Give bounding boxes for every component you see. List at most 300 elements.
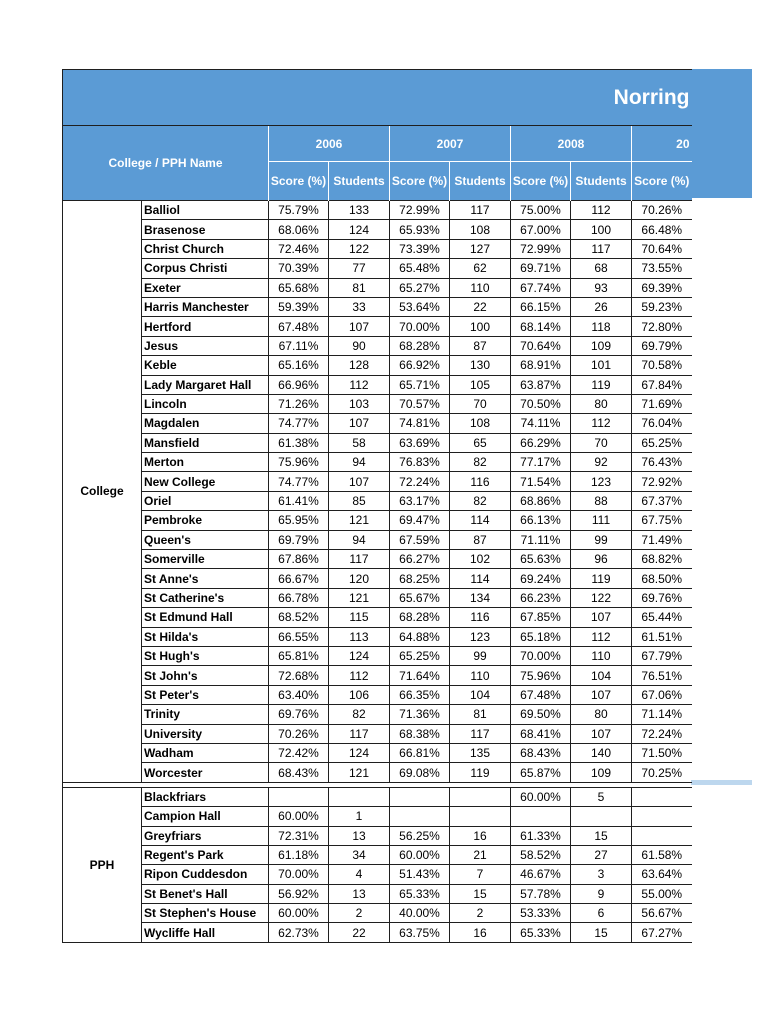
score-cell: 66.35% xyxy=(390,685,450,704)
table-row xyxy=(63,685,692,704)
score-cell: 61.38% xyxy=(269,433,329,452)
score-cell: 67.27% xyxy=(632,923,692,942)
score-cell: 69.08% xyxy=(390,763,450,782)
college-scores-table xyxy=(62,69,692,943)
table-row xyxy=(63,220,692,239)
group-label: PPH xyxy=(63,787,142,942)
score-cell: 76.83% xyxy=(390,453,450,472)
students-cell: 119 xyxy=(450,763,511,782)
score-cell: 57.78% xyxy=(511,884,571,903)
score-cell: 74.81% xyxy=(390,414,450,433)
students-cell: 15 xyxy=(571,826,632,845)
score-cell: 61.33% xyxy=(511,826,571,845)
students-cell: 82 xyxy=(329,705,390,724)
college-name: Wadham xyxy=(142,743,269,762)
students-cell: 9 xyxy=(571,884,632,903)
table-row xyxy=(63,588,692,607)
students-cell: 108 xyxy=(450,220,511,239)
score-cell: 53.64% xyxy=(390,297,450,316)
score-cell: 67.48% xyxy=(269,317,329,336)
students-cell: 68 xyxy=(571,259,632,278)
score-cell: 51.43% xyxy=(390,865,450,884)
students-cell: 140 xyxy=(571,743,632,762)
table-row xyxy=(63,394,692,413)
score-cell: 66.81% xyxy=(390,743,450,762)
college-name: Blackfriars xyxy=(142,787,269,806)
table-row xyxy=(63,787,692,806)
score-cell: 65.93% xyxy=(390,220,450,239)
score-cell: 63.64% xyxy=(632,865,692,884)
score-cell: 63.87% xyxy=(511,375,571,394)
score-cell: 65.27% xyxy=(390,278,450,297)
score-cell: 63.17% xyxy=(390,491,450,510)
college-name: Exeter xyxy=(142,278,269,297)
college-name: St Catherine's xyxy=(142,588,269,607)
college-name: Oriel xyxy=(142,491,269,510)
students-cell: 110 xyxy=(571,646,632,665)
table-row xyxy=(63,336,692,355)
score-cell: 72.68% xyxy=(269,666,329,685)
score-cell: 70.00% xyxy=(269,865,329,884)
score-cell: 71.11% xyxy=(511,530,571,549)
table-row xyxy=(63,646,692,665)
score-cell: 70.00% xyxy=(511,646,571,665)
score-cell xyxy=(632,787,692,806)
score-cell: 59.39% xyxy=(269,297,329,316)
college-name: New College xyxy=(142,472,269,491)
students-cell: 62 xyxy=(450,259,511,278)
score-cell: 72.99% xyxy=(390,201,450,220)
students-cell: 4 xyxy=(329,865,390,884)
score-column-header: Score (%) xyxy=(390,162,450,201)
score-cell: 67.06% xyxy=(632,685,692,704)
students-cell: 99 xyxy=(571,530,632,549)
score-cell: 66.23% xyxy=(511,588,571,607)
students-cell: 114 xyxy=(450,511,511,530)
students-cell: 111 xyxy=(571,511,632,530)
students-cell: 115 xyxy=(329,608,390,627)
score-cell: 68.82% xyxy=(632,550,692,569)
score-cell: 70.25% xyxy=(632,763,692,782)
score-cell: 69.50% xyxy=(511,705,571,724)
college-name: Queen's xyxy=(142,530,269,549)
students-column-header: Students xyxy=(571,162,632,201)
score-cell: 77.17% xyxy=(511,453,571,472)
students-cell: 16 xyxy=(450,826,511,845)
college-name: Balliol xyxy=(142,201,269,220)
score-cell: 70.58% xyxy=(632,356,692,375)
students-cell: 108 xyxy=(450,414,511,433)
students-cell: 13 xyxy=(329,826,390,845)
students-cell: 2 xyxy=(329,904,390,923)
students-cell: 100 xyxy=(450,317,511,336)
score-cell: 68.91% xyxy=(511,356,571,375)
score-cell xyxy=(269,787,329,806)
score-cell: 63.69% xyxy=(390,433,450,452)
college-name: Mansfield xyxy=(142,433,269,452)
score-column-header: Score (%) xyxy=(269,162,329,201)
year-header: 2007 xyxy=(390,126,511,162)
students-cell: 93 xyxy=(571,278,632,297)
score-cell: 73.39% xyxy=(390,239,450,258)
students-cell: 124 xyxy=(329,646,390,665)
score-cell: 75.00% xyxy=(511,201,571,220)
students-cell: 99 xyxy=(450,646,511,665)
table-row xyxy=(63,923,692,942)
students-column-header: Students xyxy=(329,162,390,201)
college-name: Lincoln xyxy=(142,394,269,413)
college-name: Keble xyxy=(142,356,269,375)
students-cell: 58 xyxy=(329,433,390,452)
college-name: Greyfriars xyxy=(142,826,269,845)
score-cell: 69.39% xyxy=(632,278,692,297)
score-cell: 71.64% xyxy=(390,666,450,685)
students-cell xyxy=(329,787,390,806)
students-cell: 122 xyxy=(571,588,632,607)
college-name: Wycliffe Hall xyxy=(142,923,269,942)
students-cell: 128 xyxy=(329,356,390,375)
score-cell: 69.24% xyxy=(511,569,571,588)
pph-rows xyxy=(63,787,692,942)
students-cell: 124 xyxy=(329,743,390,762)
score-cell: 65.71% xyxy=(390,375,450,394)
students-cell: 112 xyxy=(571,627,632,646)
college-name: Corpus Christi xyxy=(142,259,269,278)
score-cell: 65.18% xyxy=(511,627,571,646)
students-cell: 7 xyxy=(450,865,511,884)
score-cell: 64.88% xyxy=(390,627,450,646)
score-cell: 65.87% xyxy=(511,763,571,782)
students-cell: 90 xyxy=(329,336,390,355)
score-cell: 68.43% xyxy=(269,763,329,782)
year-header: 20 xyxy=(632,126,692,162)
score-cell: 60.00% xyxy=(390,845,450,864)
students-cell: 13 xyxy=(329,884,390,903)
students-cell: 94 xyxy=(329,453,390,472)
score-cell: 66.67% xyxy=(269,569,329,588)
students-cell: 105 xyxy=(450,375,511,394)
students-cell: 117 xyxy=(329,724,390,743)
table-row xyxy=(63,433,692,452)
students-cell: 85 xyxy=(329,491,390,510)
score-cell: 70.26% xyxy=(269,724,329,743)
students-cell: 110 xyxy=(450,666,511,685)
score-cell: 66.13% xyxy=(511,511,571,530)
students-cell: 117 xyxy=(329,550,390,569)
score-cell: 67.59% xyxy=(390,530,450,549)
score-cell: 67.79% xyxy=(632,646,692,665)
students-cell xyxy=(571,807,632,826)
score-column-header: Score (%) xyxy=(632,162,692,201)
score-cell: 72.80% xyxy=(632,317,692,336)
students-cell: 124 xyxy=(329,220,390,239)
students-cell: 106 xyxy=(329,685,390,704)
students-cell: 110 xyxy=(450,278,511,297)
score-cell: 46.67% xyxy=(511,865,571,884)
table-row xyxy=(63,705,692,724)
score-cell: 61.18% xyxy=(269,845,329,864)
students-cell: 82 xyxy=(450,491,511,510)
score-cell: 68.38% xyxy=(390,724,450,743)
score-cell: 73.55% xyxy=(632,259,692,278)
score-cell: 65.68% xyxy=(269,278,329,297)
score-cell: 68.06% xyxy=(269,220,329,239)
score-cell: 75.96% xyxy=(511,666,571,685)
score-cell: 68.14% xyxy=(511,317,571,336)
score-cell: 61.58% xyxy=(632,845,692,864)
college-name: Brasenose xyxy=(142,220,269,239)
table-row xyxy=(63,278,692,297)
college-name: St Peter's xyxy=(142,685,269,704)
score-cell: 69.79% xyxy=(632,336,692,355)
score-cell: 66.78% xyxy=(269,588,329,607)
students-cell: 104 xyxy=(450,685,511,704)
college-name: Somerville xyxy=(142,550,269,569)
score-cell: 72.46% xyxy=(269,239,329,258)
table-row xyxy=(63,297,692,316)
students-cell: 70 xyxy=(571,433,632,452)
score-cell: 65.44% xyxy=(632,608,692,627)
students-cell: 120 xyxy=(329,569,390,588)
score-cell: 72.31% xyxy=(269,826,329,845)
score-cell: 71.50% xyxy=(632,743,692,762)
score-cell: 68.43% xyxy=(511,743,571,762)
score-cell: 74.11% xyxy=(511,414,571,433)
students-column-header: Students xyxy=(450,162,511,201)
score-cell: 72.42% xyxy=(269,743,329,762)
college-name: Hertford xyxy=(142,317,269,336)
students-cell xyxy=(450,807,511,826)
students-cell: 102 xyxy=(450,550,511,569)
students-cell: 82 xyxy=(450,453,511,472)
score-cell: 68.28% xyxy=(390,336,450,355)
score-cell: 70.26% xyxy=(632,201,692,220)
college-name: Jesus xyxy=(142,336,269,355)
score-cell: 59.23% xyxy=(632,297,692,316)
students-cell: 22 xyxy=(450,297,511,316)
score-cell: 72.92% xyxy=(632,472,692,491)
students-cell: 112 xyxy=(329,666,390,685)
score-cell: 55.00% xyxy=(632,884,692,903)
students-cell: 117 xyxy=(450,201,511,220)
students-cell: 107 xyxy=(329,472,390,491)
students-cell: 81 xyxy=(450,705,511,724)
score-cell: 76.04% xyxy=(632,414,692,433)
score-cell: 70.39% xyxy=(269,259,329,278)
score-cell: 69.79% xyxy=(269,530,329,549)
score-cell xyxy=(390,787,450,806)
table-row xyxy=(63,530,692,549)
year-header: 2006 xyxy=(269,126,390,162)
students-cell: 33 xyxy=(329,297,390,316)
college-name: Ripon Cuddesdon xyxy=(142,865,269,884)
score-cell xyxy=(632,826,692,845)
score-cell: 60.00% xyxy=(269,807,329,826)
score-cell: 70.57% xyxy=(390,394,450,413)
students-cell: 122 xyxy=(329,239,390,258)
table-row xyxy=(63,414,692,433)
students-cell: 107 xyxy=(571,608,632,627)
students-cell: 26 xyxy=(571,297,632,316)
students-cell: 1 xyxy=(329,807,390,826)
table-row xyxy=(63,724,692,743)
score-cell: 63.40% xyxy=(269,685,329,704)
score-cell: 65.25% xyxy=(632,433,692,452)
students-cell: 96 xyxy=(571,550,632,569)
students-cell: 27 xyxy=(571,845,632,864)
score-cell: 66.48% xyxy=(632,220,692,239)
page-title: Norring xyxy=(63,70,692,126)
score-cell: 75.79% xyxy=(269,201,329,220)
score-cell: 65.95% xyxy=(269,511,329,530)
score-cell: 56.25% xyxy=(390,826,450,845)
students-cell: 121 xyxy=(329,588,390,607)
score-cell: 67.00% xyxy=(511,220,571,239)
students-cell: 5 xyxy=(571,787,632,806)
college-name: St Stephen's House xyxy=(142,904,269,923)
students-cell: 34 xyxy=(329,845,390,864)
score-cell: 40.00% xyxy=(390,904,450,923)
students-cell: 121 xyxy=(329,763,390,782)
table-row xyxy=(63,550,692,569)
students-cell: 112 xyxy=(329,375,390,394)
score-cell: 65.81% xyxy=(269,646,329,665)
students-cell: 21 xyxy=(450,845,511,864)
score-cell: 63.75% xyxy=(390,923,450,942)
students-cell: 114 xyxy=(450,569,511,588)
students-cell: 15 xyxy=(571,923,632,942)
college-name: St Hugh's xyxy=(142,646,269,665)
students-cell: 112 xyxy=(571,414,632,433)
table-row xyxy=(63,608,692,627)
college-name: Harris Manchester xyxy=(142,297,269,316)
score-cell: 61.41% xyxy=(269,491,329,510)
students-cell: 94 xyxy=(329,530,390,549)
students-cell: 104 xyxy=(571,666,632,685)
score-column-header: Score (%) xyxy=(511,162,571,201)
table-row xyxy=(63,491,692,510)
score-cell: 65.33% xyxy=(390,884,450,903)
students-cell: 88 xyxy=(571,491,632,510)
students-cell: 6 xyxy=(571,904,632,923)
students-cell xyxy=(450,787,511,806)
table-row xyxy=(63,201,692,220)
score-cell: 74.77% xyxy=(269,414,329,433)
score-cell: 68.28% xyxy=(390,608,450,627)
score-cell: 65.16% xyxy=(269,356,329,375)
score-cell: 61.51% xyxy=(632,627,692,646)
score-cell: 70.00% xyxy=(390,317,450,336)
table-row xyxy=(63,569,692,588)
table-row xyxy=(63,807,692,826)
score-cell: 66.27% xyxy=(390,550,450,569)
college-name: University xyxy=(142,724,269,743)
score-cell: 72.24% xyxy=(390,472,450,491)
students-cell: 100 xyxy=(571,220,632,239)
table-row xyxy=(63,865,692,884)
score-cell: 67.74% xyxy=(511,278,571,297)
students-cell: 118 xyxy=(571,317,632,336)
students-cell: 2 xyxy=(450,904,511,923)
college-name: Campion Hall xyxy=(142,807,269,826)
score-cell: 71.54% xyxy=(511,472,571,491)
college-name: Regent's Park xyxy=(142,845,269,864)
score-cell: 53.33% xyxy=(511,904,571,923)
score-cell: 69.76% xyxy=(269,705,329,724)
score-cell: 66.15% xyxy=(511,297,571,316)
students-cell: 113 xyxy=(329,627,390,646)
students-cell: 130 xyxy=(450,356,511,375)
score-cell: 67.75% xyxy=(632,511,692,530)
students-cell: 109 xyxy=(571,336,632,355)
college-name: St Benet's Hall xyxy=(142,884,269,903)
score-cell: 67.11% xyxy=(269,336,329,355)
college-name: Worcester xyxy=(142,763,269,782)
score-cell: 65.63% xyxy=(511,550,571,569)
students-cell: 16 xyxy=(450,923,511,942)
score-cell: 72.24% xyxy=(632,724,692,743)
table-row xyxy=(63,763,692,782)
students-cell: 116 xyxy=(450,608,511,627)
score-cell: 65.25% xyxy=(390,646,450,665)
students-cell: 121 xyxy=(329,511,390,530)
score-cell: 65.48% xyxy=(390,259,450,278)
students-cell: 80 xyxy=(571,394,632,413)
year-header: 2008 xyxy=(511,126,632,162)
score-cell: 60.00% xyxy=(269,904,329,923)
score-cell: 68.86% xyxy=(511,491,571,510)
score-cell: 67.86% xyxy=(269,550,329,569)
score-cell: 69.76% xyxy=(632,588,692,607)
score-cell: 76.43% xyxy=(632,453,692,472)
students-cell: 112 xyxy=(571,201,632,220)
students-cell: 123 xyxy=(450,627,511,646)
score-cell: 66.96% xyxy=(269,375,329,394)
college-rows xyxy=(63,201,692,783)
college-name: St Hilda's xyxy=(142,627,269,646)
college-name: St John's xyxy=(142,666,269,685)
students-cell: 107 xyxy=(571,685,632,704)
students-cell: 101 xyxy=(571,356,632,375)
students-cell: 133 xyxy=(329,201,390,220)
students-cell: 107 xyxy=(571,724,632,743)
table-row xyxy=(63,453,692,472)
score-cell: 71.26% xyxy=(269,394,329,413)
college-name: Merton xyxy=(142,453,269,472)
score-cell: 76.51% xyxy=(632,666,692,685)
score-cell xyxy=(511,807,571,826)
score-cell: 72.99% xyxy=(511,239,571,258)
group-label: College xyxy=(63,201,142,783)
table-row xyxy=(63,239,692,258)
students-cell: 87 xyxy=(450,530,511,549)
score-cell: 67.37% xyxy=(632,491,692,510)
table-row xyxy=(63,904,692,923)
score-cell xyxy=(632,807,692,826)
score-cell: 74.77% xyxy=(269,472,329,491)
students-cell: 65 xyxy=(450,433,511,452)
name-column-header: College / PPH Name xyxy=(63,126,269,201)
table-row xyxy=(63,317,692,336)
table-row xyxy=(63,356,692,375)
college-name: St Anne's xyxy=(142,569,269,588)
score-cell: 66.29% xyxy=(511,433,571,452)
score-cell: 71.49% xyxy=(632,530,692,549)
students-cell: 109 xyxy=(571,763,632,782)
score-cell: 65.33% xyxy=(511,923,571,942)
score-cell: 68.52% xyxy=(269,608,329,627)
table-row xyxy=(63,511,692,530)
